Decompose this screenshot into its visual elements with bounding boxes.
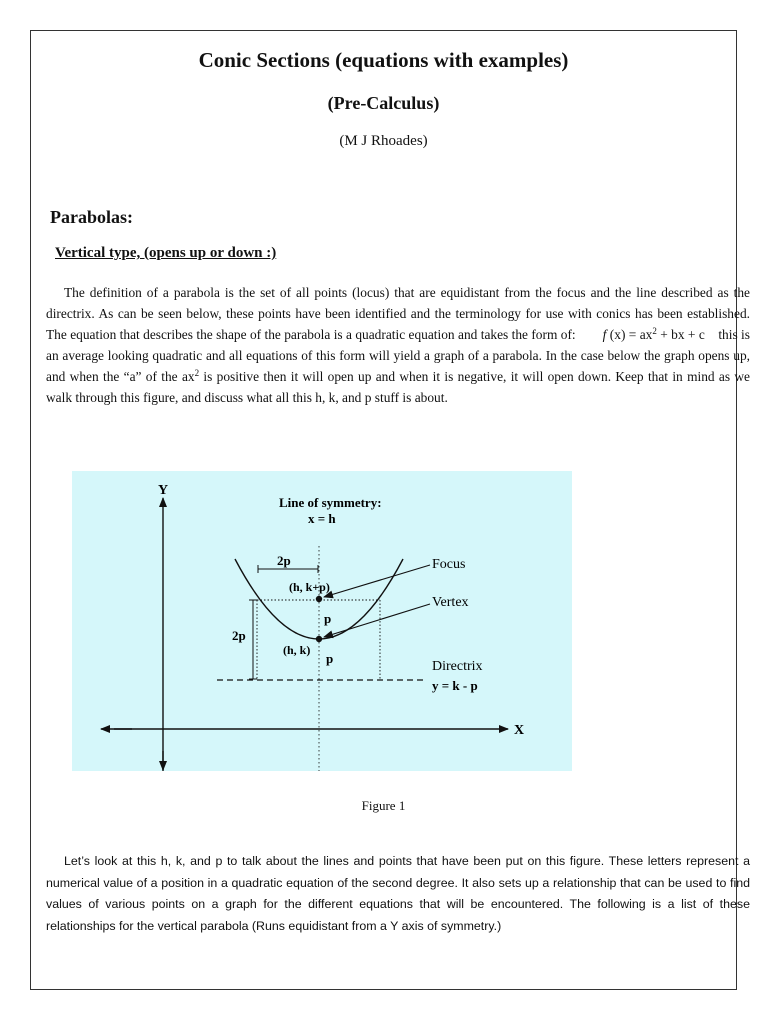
p-upper-label: p [324,611,332,626]
focus-point [316,596,322,602]
intro-text-2: this is an average looking quadratic and all equations of this form will yield a graph of a parabola. In the case below the graph opens up, and when the “a” of the ax [46,327,750,384]
equation-f: f [602,327,607,342]
focus-pointer-arrow [324,565,430,597]
discussion-text: Let’s look at this h, k, and p to talk about the lines and points that have been put on this figure. These letters represent a numerical value of a position in a quadratic equation of the second degree. It also sets up a relationship that can be used to find values of various points on a graph for the different equations that will be encountered. The following is a list of these relationships for the vertical parabola (Runs equidistant from a Y axis of symmetry.) [46,854,750,933]
symmetry-label-2: x = h [308,511,336,526]
height-label: 2p [232,628,246,643]
directrix-label: Directrix [432,659,483,674]
page-title: Conic Sections (equations with examples) [198,48,569,72]
vertex-pointer-arrow [324,604,430,637]
symmetry-label-1: Line of symmetry: [279,495,382,510]
intro-paragraph [46,282,750,408]
intro-text-1: The definition of a parabola is the set of all points (locus) that are equidistant from the focus and the line described as the directrix. As can be seen below, these points have been identified and the terminology for use with conics has been established. The equation that describes the shape of the parabola is a quadratic equation and takes the form of: [46,285,750,342]
parabola-diagram [72,471,572,771]
focus-coordinates: (h, k+p) [289,580,330,594]
directrix-equation: y = k - p [432,678,478,693]
vertex-point [316,636,322,642]
focus-label: Focus [432,557,466,572]
vertex-label: Vertex [432,595,469,610]
section-heading: Parabolas: [50,207,133,227]
vertex-coordinates: (h, k) [283,643,311,657]
width-label: 2p [277,553,291,568]
equation-part-a: (x) = ax [609,327,653,342]
parabola-figure [72,471,572,771]
intro-exponent: 2 [194,368,200,378]
equation-exponent: 2 [652,326,657,336]
figure-caption: Figure 1 [361,798,406,813]
x-axis-label: X [514,723,525,738]
author-line: (M J Rhoades) [339,133,428,149]
y-axis-label: Y [158,483,169,498]
intro-text-3: is positive then it will open up and when it is negative, it will open down. Keep that in mind as we walk through this figure, and discuss what all this h, k, and p stuff is about. [46,369,750,405]
page-subtitle: (Pre-Calculus) [327,93,440,113]
subsection-heading: Vertical type, (opens up or down :) [55,245,277,261]
p-lower-label: p [326,651,334,666]
equation-part-b: + bx + c [656,327,705,342]
discussion-paragraph [46,851,750,937]
